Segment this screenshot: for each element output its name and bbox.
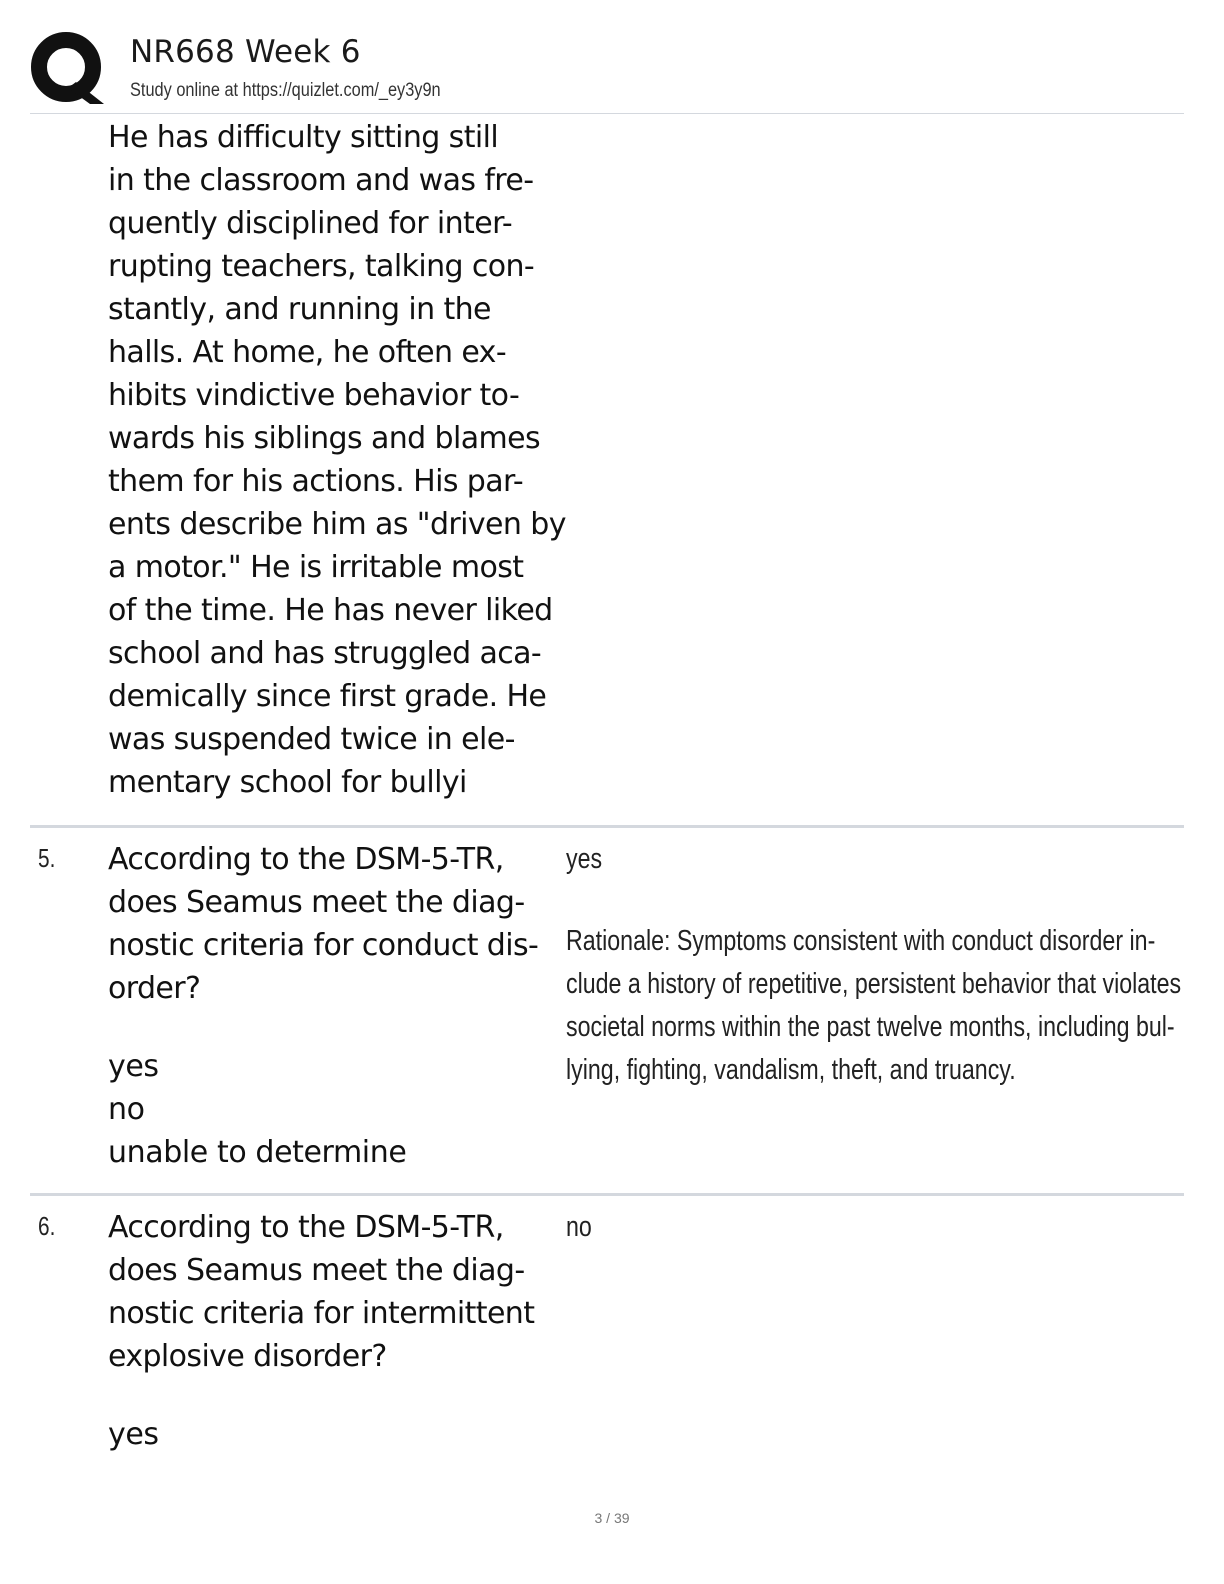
study-online-link[interactable]: Study online at https://quizlet.com/_ey3y9n <box>130 80 441 101</box>
continued-question-text <box>108 116 578 804</box>
text-line: quently disciplined for inter- <box>108 206 513 241</box>
card-question <box>108 838 578 1010</box>
page-number: 3 / 39 <box>594 1510 630 1526</box>
text-line: stantly, and running in the <box>108 292 491 327</box>
text-line: of the time. He has never liked <box>108 593 553 628</box>
text-line: According to the DSM-5-TR, <box>108 842 504 877</box>
text-line: According to the DSM-5-TR, <box>108 1210 504 1245</box>
text-line: does Seamus meet the diag- <box>108 1253 525 1288</box>
text-line: ents describe him as "driven by <box>108 507 566 542</box>
text-line: school and has struggled aca- <box>108 636 542 671</box>
document-title: NR668 Week 6 <box>130 34 361 70</box>
text-line: does Seamus meet the diag- <box>108 885 525 920</box>
text-line: was suspended twice in ele- <box>108 722 515 757</box>
text-line: explosive disorder? <box>108 1339 387 1374</box>
text-line: halls. At home, he often ex- <box>108 335 507 370</box>
text-line: He has difficulty sitting still <box>108 120 499 155</box>
text-line: rupting teachers, talking con- <box>108 249 535 284</box>
text-line: societal norms within the past twelve months, including bul- <box>566 1011 1175 1043</box>
page-header <box>0 0 1224 115</box>
option-item: yes <box>108 1417 159 1452</box>
option-item: unable to determine <box>108 1135 407 1170</box>
text-line: nostic criteria for conduct dis- <box>108 928 539 963</box>
card-divider <box>30 825 1184 828</box>
option-item: no <box>108 1092 145 1127</box>
card-answer: no <box>566 1211 592 1243</box>
text-line: order? <box>108 971 201 1006</box>
text-line: demically since first grade. He <box>108 679 547 714</box>
text-line: lying, fighting, vandalism, theft, and truancy. <box>566 1054 1016 1086</box>
header-divider <box>30 113 1184 114</box>
text-line: in the classroom and was fre- <box>108 163 534 198</box>
text-line: Rationale: Symptoms consistent with conduct disorder in- <box>566 925 1156 957</box>
card-number: 6. <box>38 1211 56 1241</box>
quizlet-logo-icon <box>30 30 108 108</box>
text-line: nostic criteria for intermittent <box>108 1296 535 1331</box>
option-item: yes <box>108 1049 159 1084</box>
text-line: wards his siblings and blames <box>108 421 540 456</box>
text-line: clude a history of repetitive, persistent behavior that violates <box>566 968 1182 1000</box>
text-line: hibits vindictive behavior to- <box>108 378 520 413</box>
text-line: a motor." He is irritable most <box>108 550 524 585</box>
card-divider <box>30 1193 1184 1196</box>
text-line: them for his actions. His par- <box>108 464 524 499</box>
answer-options <box>108 1045 406 1174</box>
card-question <box>108 1206 578 1378</box>
answer-options <box>108 1413 159 1456</box>
card-answer: yes <box>566 843 603 875</box>
text-line: mentary school for bullyi <box>108 765 467 800</box>
card-number: 5. <box>38 843 56 873</box>
card-rationale <box>566 920 1181 1092</box>
